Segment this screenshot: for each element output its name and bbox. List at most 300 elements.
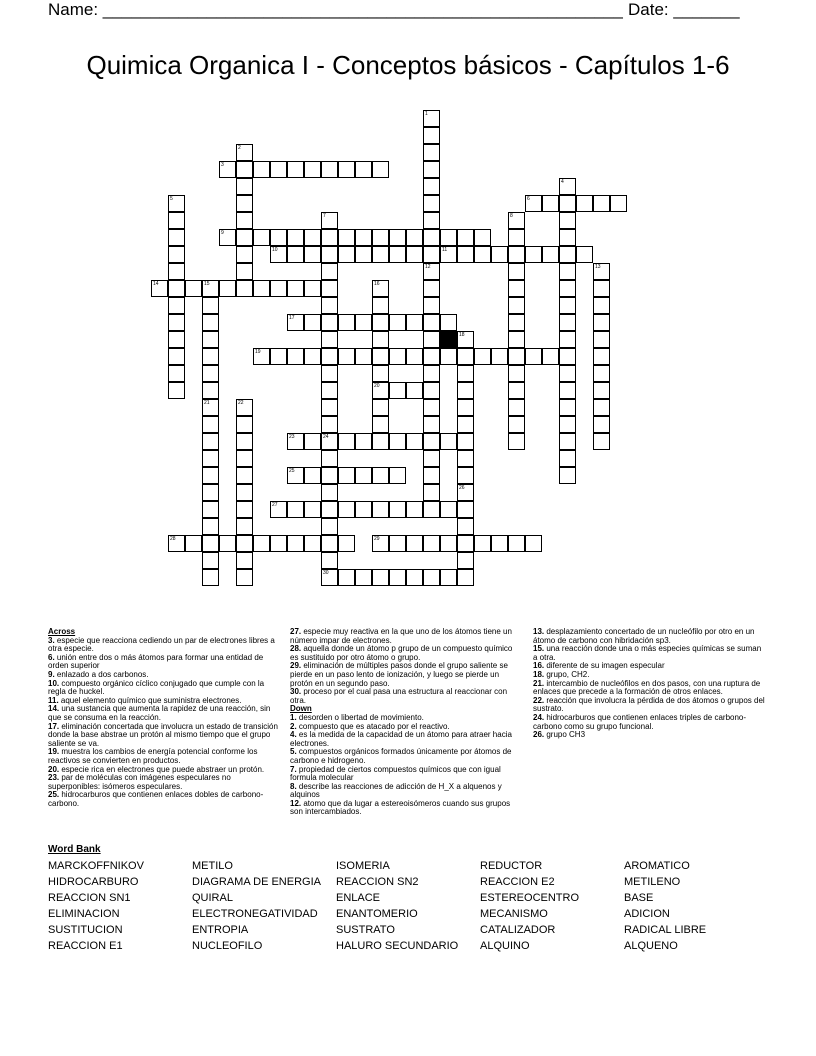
word-bank-item: REDUCTOR [480,860,543,872]
word-bank-item: BASE [624,892,654,904]
grid-cell[interactable] [423,280,440,297]
grid-cell[interactable] [525,348,542,365]
grid-cell[interactable] [287,501,304,518]
grid-cell[interactable] [219,280,236,297]
grid-cell[interactable] [202,348,219,365]
grid-cell[interactable] [559,331,576,348]
grid-cell[interactable] [372,501,389,518]
grid-cell[interactable] [423,501,440,518]
grid-cell[interactable] [168,382,185,399]
grid-cell[interactable] [372,331,389,348]
clue-number: 21 [204,400,210,406]
grid-cell[interactable] [168,297,185,314]
grid-cell[interactable] [423,450,440,467]
grid-cell[interactable] [457,501,474,518]
grid-cell[interactable] [508,263,525,280]
grid-cell[interactable] [457,416,474,433]
grid-cell[interactable] [389,314,406,331]
grid-cell[interactable] [508,433,525,450]
clue-number: 24 [323,434,329,440]
grid-cell[interactable] [406,535,423,552]
grid-cell[interactable] [287,348,304,365]
grid-cell[interactable] [304,501,321,518]
grid-cell[interactable] [593,382,610,399]
grid-cell[interactable] [559,433,576,450]
grid-cell[interactable] [321,314,338,331]
grid-cell[interactable] [559,348,576,365]
grid-cell[interactable] [270,229,287,246]
grid-cell[interactable] [338,569,355,586]
grid-cell[interactable] [338,246,355,263]
grid-cell[interactable] [423,416,440,433]
grid-cell[interactable] [202,569,219,586]
across-clue: 28. aquella donde un átomo p grupo de un compuesto químico es sustituido por otro átomo o grupo. [290,644,513,662]
grid-cell[interactable] [236,229,253,246]
grid-cell[interactable] [525,246,542,263]
grid-cell[interactable] [508,399,525,416]
grid-cell[interactable] [321,331,338,348]
grid-cell[interactable] [389,382,406,399]
grid-cell[interactable] [202,535,219,552]
grid-cell[interactable] [389,569,406,586]
grid-cell[interactable] [508,280,525,297]
down-clue: 5. compuestos orgánicos formados únicamente por átomos de carbono e hidrogeno. [290,747,512,765]
grid-cell[interactable] [304,314,321,331]
grid-cell[interactable] [338,501,355,518]
grid-cell[interactable] [185,280,202,297]
word-bank-item: QUIRAL [192,892,233,904]
grid-cell[interactable] [321,552,338,569]
grid-cell[interactable] [168,263,185,280]
grid-cell[interactable] [355,314,372,331]
grid-cell[interactable] [508,416,525,433]
grid-cell[interactable] [423,535,440,552]
grid-cell[interactable] [389,501,406,518]
grid-cell[interactable] [236,552,253,569]
grid-cell[interactable] [338,161,355,178]
grid-cell[interactable] [406,433,423,450]
grid-cell[interactable] [491,535,508,552]
across-clue: 27. especie muy reactiva en la que uno de los átomos tiene un número impar de electrones. [290,627,512,645]
grid-cell[interactable] [355,467,372,484]
grid-cell[interactable] [321,348,338,365]
grid-cell[interactable] [508,535,525,552]
clue-number: 27 [272,502,278,508]
word-bank-item: SUSTRATO [336,924,395,936]
grid-cell[interactable] [525,535,542,552]
grid-cell[interactable] [423,484,440,501]
grid-cell[interactable] [321,229,338,246]
grid-cell[interactable] [423,569,440,586]
grid-cell[interactable] [559,450,576,467]
grid-cell[interactable] [236,535,253,552]
grid-cell[interactable] [236,569,253,586]
grid-cell[interactable] [423,229,440,246]
grid-cell[interactable] [423,161,440,178]
grid-cell[interactable] [236,450,253,467]
grid-cell[interactable] [593,195,610,212]
grid-cell[interactable] [457,450,474,467]
grid-cell[interactable] [270,161,287,178]
grid-cell[interactable] [202,297,219,314]
grid-cell[interactable] [185,535,202,552]
grid-cell[interactable] [440,501,457,518]
word-bank-item: ALQUINO [480,940,530,952]
clue-number: 10 [272,247,278,253]
grid-cell[interactable] [559,212,576,229]
word-bank-item: ENANTOMERIO [336,908,418,920]
grid-cell[interactable] [219,535,236,552]
grid-cell[interactable] [338,229,355,246]
grid-cell[interactable] [474,348,491,365]
grid-cell[interactable] [406,348,423,365]
grid-cell[interactable] [423,467,440,484]
word-bank-item: ALQUENO [624,940,678,952]
grid-cell[interactable] [406,382,423,399]
grid-cell[interactable] [236,246,253,263]
grid-cell[interactable] [406,569,423,586]
grid-cell[interactable] [338,467,355,484]
grid-cell[interactable] [440,535,457,552]
grid-cell[interactable] [253,280,270,297]
name-blank: _______________________________________________________ [102,0,623,19]
word-bank-item: DIAGRAMA DE ENERGIA [192,876,321,888]
grid-cell[interactable] [423,178,440,195]
grid-cell[interactable] [168,246,185,263]
grid-cell[interactable] [287,535,304,552]
clue-number: 6 [527,196,530,202]
grid-cell[interactable] [236,212,253,229]
grid-cell[interactable] [559,365,576,382]
grid-cell[interactable] [576,195,593,212]
grid-cell[interactable] [202,382,219,399]
grid-cell[interactable] [406,229,423,246]
clues-column-1 [48,628,278,808]
down-clue: 4. es la medida de la capacidad de un átomo para atraer hacia electrones. [290,730,512,748]
clues-column-3 [533,628,765,740]
grid-cell[interactable] [559,297,576,314]
grid-cell[interactable] [457,535,474,552]
grid-cell[interactable] [423,382,440,399]
grid-cell[interactable] [321,467,338,484]
grid-cell[interactable] [457,382,474,399]
grid-cell[interactable] [168,348,185,365]
grid-cell[interactable] [168,365,185,382]
grid-cell[interactable] [372,229,389,246]
word-bank-item: REACCION E2 [480,876,555,888]
across-clue: 30. proceso por el cual pasa una estructura al reaccionar con otra. [290,687,508,705]
grid-cell[interactable] [321,382,338,399]
grid-cell[interactable] [389,348,406,365]
grid-cell[interactable] [474,229,491,246]
grid-cell[interactable] [457,229,474,246]
grid-cell[interactable] [542,348,559,365]
clue-number: 28 [170,536,176,542]
grid-cell[interactable] [304,535,321,552]
grid-cell[interactable] [304,246,321,263]
grid-cell[interactable] [321,518,338,535]
grid-cell[interactable] [423,127,440,144]
grid-cell[interactable] [168,331,185,348]
grid-cell[interactable] [542,195,559,212]
grid-cell[interactable] [321,365,338,382]
grid-cell[interactable] [304,280,321,297]
clue-number: 4 [561,179,564,185]
grid-cell[interactable] [491,348,508,365]
grid-cell[interactable] [559,280,576,297]
across-clue: 20. especie rica en electrones que puede abstraer un protón. [48,764,265,774]
grid-cell[interactable] [423,314,440,331]
grid-cell[interactable] [202,314,219,331]
grid-cell[interactable] [593,348,610,365]
grid-cell[interactable] [304,348,321,365]
grid-cell[interactable] [236,195,253,212]
grid-cell[interactable] [389,229,406,246]
grid-cell[interactable] [389,433,406,450]
grid-cell[interactable] [236,518,253,535]
grid-cell[interactable] [202,331,219,348]
grid-cell[interactable] [593,280,610,297]
grid-cell[interactable] [338,535,355,552]
grid-cell[interactable] [406,246,423,263]
grid-cell[interactable] [270,280,287,297]
across-clue: 19. muestra los cambios de energía potencial conforme los reactivos se convierten en productos. [48,747,258,765]
grid-cell[interactable] [576,246,593,263]
grid-cell[interactable] [372,399,389,416]
grid-cell[interactable] [355,161,372,178]
grid-cell[interactable] [236,484,253,501]
grid-cell[interactable] [236,263,253,280]
grid-cell[interactable] [457,246,474,263]
grid-cell[interactable] [423,331,440,348]
grid-cell[interactable] [423,246,440,263]
grid-cell[interactable] [321,501,338,518]
grid-cell[interactable] [423,348,440,365]
grid-cell[interactable] [423,365,440,382]
word-bank-item: ADICION [624,908,670,920]
grid-cell[interactable] [168,229,185,246]
grid-cell[interactable] [423,433,440,450]
grid-cell[interactable] [593,399,610,416]
grid-cell[interactable] [168,212,185,229]
grid-cell[interactable] [338,348,355,365]
grid-cell[interactable] [440,433,457,450]
grid-cell[interactable] [508,382,525,399]
grid-cell[interactable] [202,416,219,433]
grid-cell[interactable] [593,433,610,450]
grid-cell[interactable] [559,314,576,331]
grid-cell[interactable] [202,467,219,484]
grid-cell[interactable] [559,246,576,263]
grid-cell[interactable] [321,535,338,552]
across-clue: 29. eliminación de múltiples pasos donde el grupo saliente se pierde en un paso lento de ionización, y luego se pierde un protón en un segundo paso. [290,661,508,688]
grid-cell[interactable] [457,365,474,382]
date-blank: _______ [673,0,740,19]
grid-cell[interactable] [253,229,270,246]
grid-cell[interactable] [457,467,474,484]
grid-cell[interactable] [321,161,338,178]
grid-cell[interactable] [372,416,389,433]
grid-cell[interactable] [304,229,321,246]
across-clue: 17. eliminación concertada que involucra un estado de transición donde la base abstrae un protón al mismo tiempo que el grupo saliente se va. [48,721,278,748]
grid-cell[interactable] [440,314,457,331]
grid-cell[interactable] [423,399,440,416]
grid-cell[interactable] [559,399,576,416]
grid-cell[interactable] [440,348,457,365]
grid-cell[interactable] [253,161,270,178]
grid-cell[interactable] [508,314,525,331]
grid-cell[interactable] [202,450,219,467]
grid-cell[interactable] [508,229,525,246]
grid-cell[interactable] [372,569,389,586]
word-bank-item: ENLACE [336,892,381,904]
grid-cell[interactable] [304,433,321,450]
grid-cell[interactable] [559,467,576,484]
grid-cell[interactable] [338,314,355,331]
grid-cell[interactable] [202,552,219,569]
grid-cell[interactable] [542,246,559,263]
grid-cell[interactable] [236,280,253,297]
grid-cell[interactable] [559,229,576,246]
grid-cell[interactable] [355,501,372,518]
grid-cell[interactable] [321,416,338,433]
grid-cell[interactable] [593,365,610,382]
grid-cell[interactable] [423,144,440,161]
grid-cell[interactable] [236,161,253,178]
grid-cell[interactable] [321,280,338,297]
down-clue: 16. diferente de su imagen especular [533,661,665,671]
grid-cell[interactable] [287,246,304,263]
grid-cell[interactable] [593,416,610,433]
grid-cell[interactable] [389,467,406,484]
grid-cell[interactable] [321,263,338,280]
grid-cell[interactable] [559,263,576,280]
grid-cell[interactable] [338,433,355,450]
grid-cell[interactable] [593,331,610,348]
grid-cell[interactable] [372,433,389,450]
grid-cell[interactable] [202,501,219,518]
date-label: Date: [628,0,674,19]
clue-number: 25 [289,468,295,474]
grid-cell[interactable] [321,297,338,314]
clue-number: 2 [238,145,241,151]
grid-cell[interactable] [559,382,576,399]
grid-cell[interactable] [355,433,372,450]
grid-cell[interactable] [457,518,474,535]
page-title: Quimica Organica I - Conceptos básicos - Capítulos 1-6 [86,50,730,80]
grid-cell[interactable] [423,195,440,212]
grid-cell[interactable] [423,297,440,314]
grid-cell[interactable] [321,399,338,416]
grid-cell[interactable] [321,484,338,501]
grid-cell[interactable] [491,246,508,263]
grid-cell[interactable] [508,246,525,263]
grid-cell[interactable] [355,246,372,263]
grid-cell[interactable] [236,501,253,518]
word-bank-item: METILO [192,860,233,872]
grid-cell[interactable] [372,161,389,178]
clue-number: 9 [221,230,224,236]
down-clue: 12. atomo que da lugar a estereoisómeros cuando sus grupos son intercambiados. [290,798,511,817]
grid-cell[interactable] [355,348,372,365]
grid-cell[interactable] [389,246,406,263]
clue-number: 11 [442,247,448,253]
grid-cell[interactable] [406,314,423,331]
grid-cell[interactable] [457,569,474,586]
grid-cell[interactable] [304,467,321,484]
grid-cell[interactable] [236,416,253,433]
grid-cell[interactable] [270,348,287,365]
grid-cell[interactable] [406,501,423,518]
grid-cell[interactable] [457,399,474,416]
grid-cell[interactable] [372,246,389,263]
grid-cell[interactable] [321,246,338,263]
grid-cell[interactable] [508,331,525,348]
grid-cell[interactable] [236,467,253,484]
grid-cell[interactable] [372,297,389,314]
grid-cell[interactable] [287,280,304,297]
grid-cell[interactable] [202,365,219,382]
down-clue: 26. grupo CH3 [533,730,586,740]
grid-cell[interactable] [423,212,440,229]
grid-cell[interactable] [287,161,304,178]
grid-cell[interactable] [321,450,338,467]
grid-cell[interactable] [457,348,474,365]
grid-cell[interactable] [236,433,253,450]
black-cell [440,331,457,348]
clue-number: 23 [289,434,295,440]
grid-cell[interactable] [508,365,525,382]
grid-cell[interactable] [372,348,389,365]
grid-cell[interactable] [559,195,576,212]
grid-cell[interactable] [372,314,389,331]
grid-cell[interactable] [593,314,610,331]
grid-cell[interactable] [355,229,372,246]
grid-cell[interactable] [372,467,389,484]
grid-cell[interactable] [457,433,474,450]
grid-cell[interactable] [508,297,525,314]
grid-cell[interactable] [372,365,389,382]
clue-number: 14 [153,281,159,287]
grid-cell[interactable] [202,433,219,450]
grid-cell[interactable] [508,348,525,365]
grid-cell[interactable] [202,484,219,501]
grid-cell[interactable] [474,535,491,552]
grid-cell[interactable] [440,229,457,246]
grid-cell[interactable] [440,569,457,586]
grid-cell[interactable] [270,535,287,552]
across-heading: Across [48,627,76,636]
grid-cell[interactable] [202,518,219,535]
grid-cell[interactable] [168,280,185,297]
down-clue: 2. compuesto que es atacado por el reactivo. [290,721,450,731]
clue-number: 18 [459,332,465,338]
across-clue: 14. una sustancia que aumenta la rapidez de una reacción, sin que se consuma en la reacción. [48,704,271,722]
grid-cell[interactable] [355,569,372,586]
grid-cell[interactable] [168,314,185,331]
grid-cell[interactable] [457,552,474,569]
grid-cell[interactable] [236,178,253,195]
grid-cell[interactable] [610,195,627,212]
grid-cell[interactable] [253,535,270,552]
grid-cell[interactable] [389,535,406,552]
grid-cell[interactable] [559,416,576,433]
grid-cell[interactable] [474,246,491,263]
grid-cell[interactable] [304,161,321,178]
grid-cell[interactable] [287,229,304,246]
word-bank-item: ELECTRONEGATIVIDAD [192,908,318,920]
grid-cell[interactable] [593,297,610,314]
